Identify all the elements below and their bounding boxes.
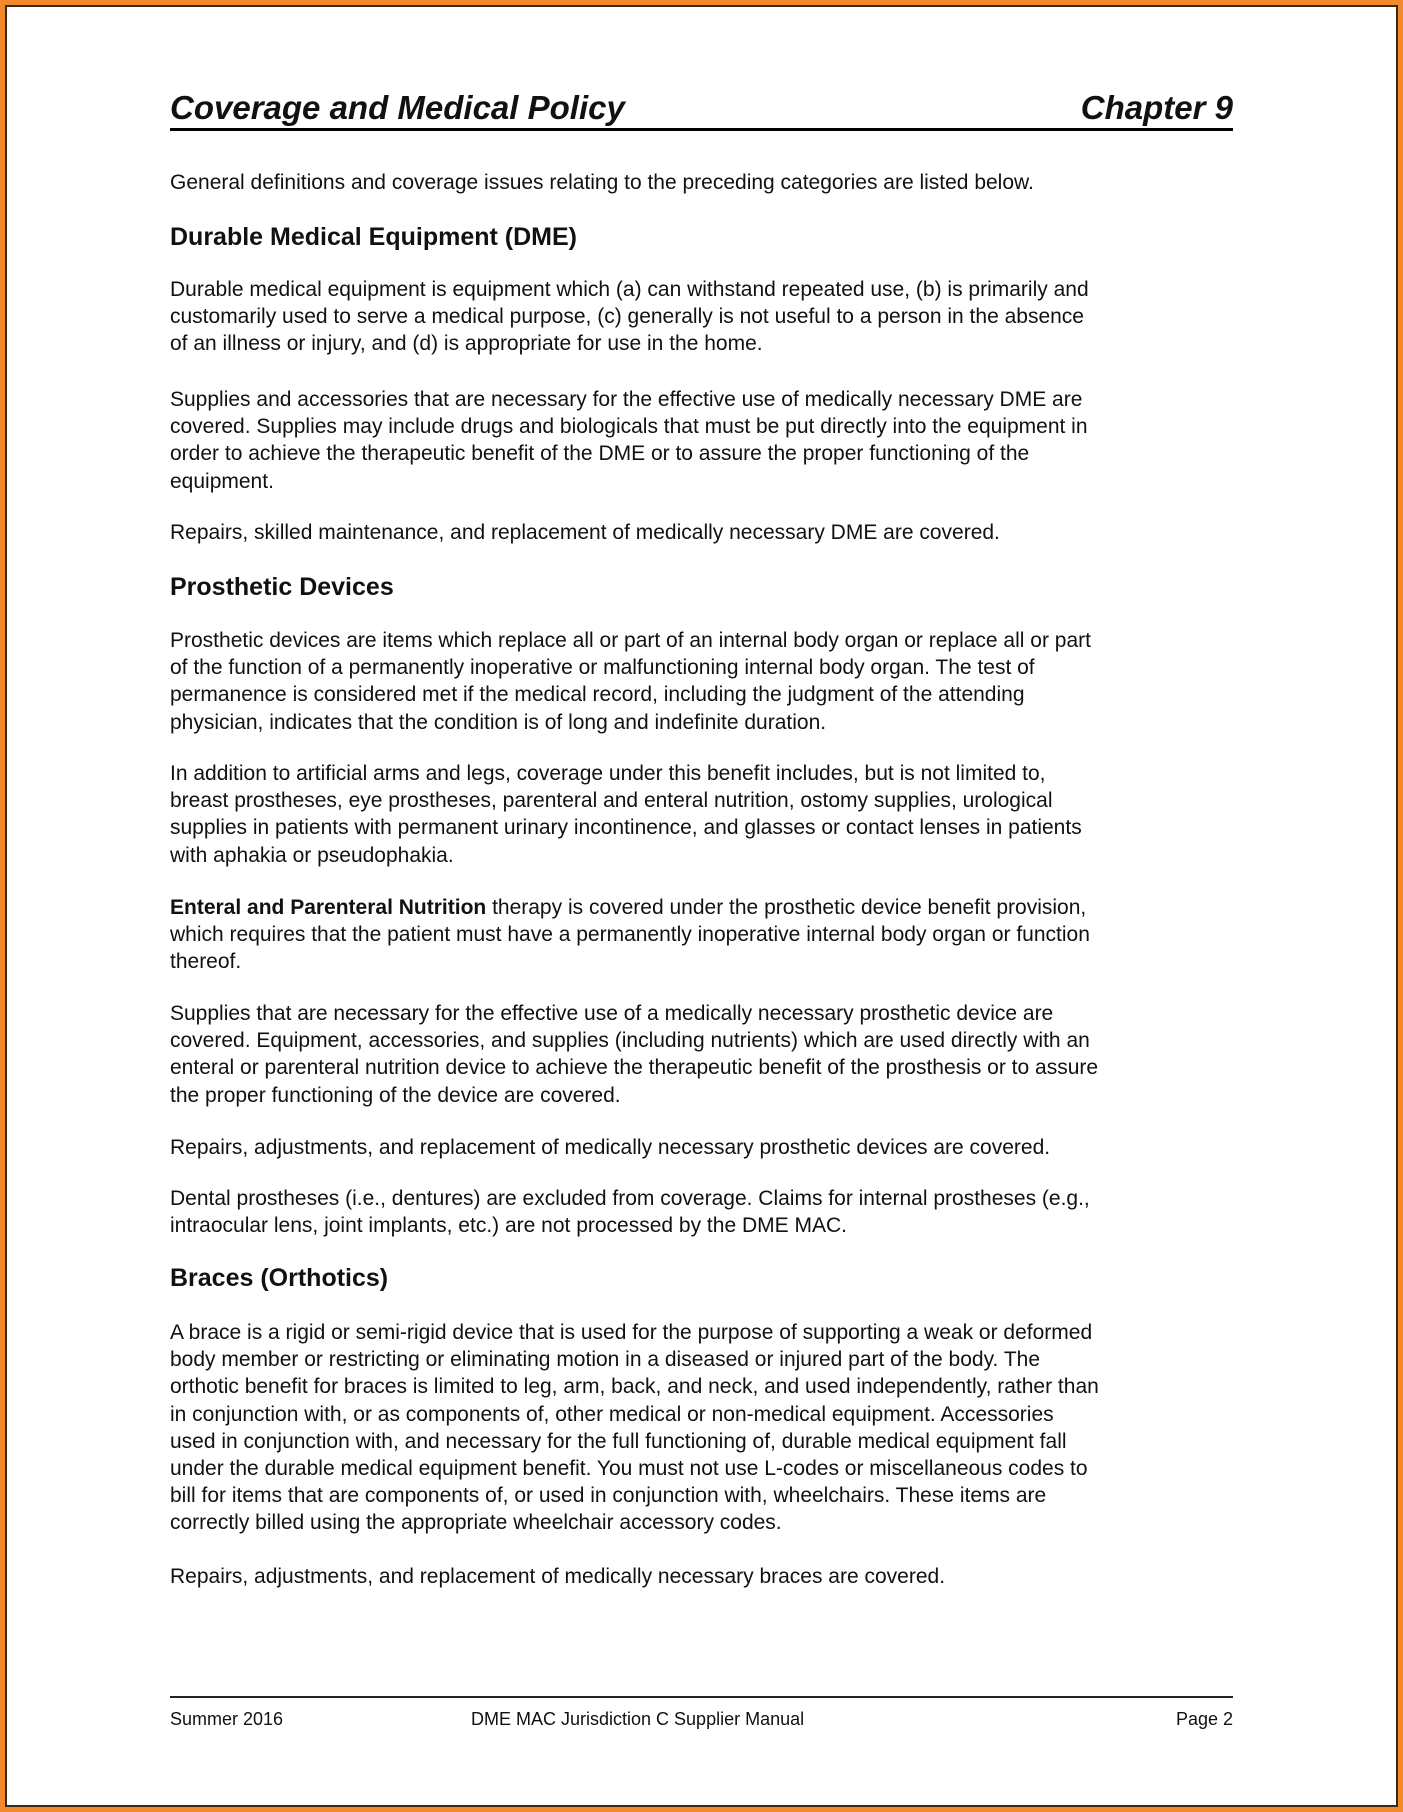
text-line: Repairs, skilled maintenance, and replacement of medically necessary DME are covered. [170, 521, 1000, 544]
text-line: intraocular lens, joint implants, etc.) are not processed by the DME MAC. [170, 1214, 847, 1238]
text-line: of the function of a permanently inoperative or malfunctioning internal body organ. The test of [170, 656, 1035, 680]
footer-page-number: Page 2 [1175, 1709, 1233, 1729]
footer-date: Summer 2016 [170, 1709, 284, 1729]
footer-manual-title: DME MAC Jurisdiction C Supplier Manual [471, 1709, 805, 1729]
text-line: orthotic benefit for braces is limited to leg, arm, back, and neck, and used independently, rather than [170, 1375, 1099, 1399]
intro-paragraph [170, 169, 1250, 196]
paragraph [170, 1563, 1250, 1590]
page-title: Coverage and Medical Policy [170, 89, 625, 126]
text-line: correctly billed using the appropriate wheelchair accessory codes. [170, 1511, 782, 1535]
text-line: Supplies that are necessary for the effective use of a medically necessary prosthetic device are [170, 1002, 1054, 1025]
text-line: General definitions and coverage issues relating to the preceding categories are listed below. [170, 171, 1034, 194]
text-line: covered. Supplies may include drugs and biologicals that must be put directly into the equipment in [170, 415, 1088, 439]
text-line: Repairs, adjustments, and replacement of medically necessary braces are covered. [170, 1565, 946, 1588]
paragraph [170, 1319, 1250, 1537]
text-line: In addition to artificial arms and legs, coverage under this benefit includes, but is not limited to, [170, 762, 1046, 785]
paragraph [170, 1185, 1250, 1239]
paragraph-nutrition [170, 894, 1250, 976]
paragraph [170, 1134, 1250, 1161]
text-line: Dental prostheses (i.e., dentures) are excluded from coverage. Claims for internal prostheses (e.g., [170, 1187, 1090, 1210]
paragraph [170, 627, 1250, 736]
text-line: enteral or parenteral nutrition device to achieve the therapeutic benefit of the prosthesis or to assure [170, 1056, 1099, 1080]
text-line: bill for items that are components of, or used in conjunction with, wheelchairs. These items are [170, 1484, 1047, 1508]
text-line: of an illness or injury, and (d) is appropriate for use in the home. [170, 332, 763, 356]
text-line: physician, indicates that the condition is of long and indefinite duration. [170, 710, 827, 734]
text-run: therapy is covered under the prosthetic device benefit provision, [486, 896, 1087, 919]
paragraph [170, 519, 1250, 546]
text-line: order to achieve the therapeutic benefit of the DME or to assure the proper functioning of the [170, 442, 1030, 466]
text-line: A brace is a rigid or semi-rigid device that is used for the purpose of supporting a weak or deformed [170, 1321, 1093, 1344]
text-line: Supplies and accessories that are necessary for the effective use of medically necessary DME are [170, 388, 1083, 411]
text-line: with aphakia or pseudophakia. [170, 843, 454, 867]
text-line: equipment. [170, 469, 274, 493]
paragraph [170, 276, 1250, 358]
text-line: customarily used to serve a medical purpose, (c) generally is not useful to a person in the absence [170, 305, 1084, 329]
text-line: covered. Equipment, accessories, and supplies (including nutrients) which are used directly with an [170, 1029, 1090, 1053]
text-line: Durable medical equipment is equipment which (a) can withstand repeated use, (b) is primarily and [170, 278, 1089, 301]
heading-braces: Braces (Orthotics) [170, 1264, 389, 1292]
footer-divider [170, 1696, 1233, 1698]
paragraph [170, 386, 1250, 495]
text-line: Repairs, adjustments, and replacement of medically necessary prosthetic devices are covered. [170, 1136, 1051, 1159]
paragraph [170, 1000, 1250, 1109]
text-line: breast prostheses, eye prostheses, parenteral and enteral nutrition, ostomy supplies, urological [170, 789, 1053, 813]
text-line: in conjunction with, or as components of, other medical or non-medical equipment. Accessories [170, 1402, 1054, 1426]
text-line: used in conjunction with, and necessary for the full functioning of, durable medical equipment fall [170, 1429, 1067, 1453]
heading-dme: Durable Medical Equipment (DME) [170, 223, 577, 251]
bold-lead-in: Enteral and Parenteral Nutrition [170, 896, 487, 919]
chapter-label: Chapter 9 [1080, 89, 1233, 126]
text-line: permanence is considered met if the medical record, including the judgment of the attending [170, 683, 1025, 707]
text-line: Prosthetic devices are items which replace all or part of an internal body organ or replace all or part [170, 629, 1091, 652]
heading-prosthetic: Prosthetic Devices [170, 573, 394, 601]
paragraph [170, 760, 1250, 869]
text-line: supplies in patients with permanent urinary incontinence, and glasses or contact lenses in patients [170, 816, 1082, 840]
text-line: which requires that the patient must have a permanently inoperative internal body organ or function [170, 923, 1090, 947]
page-header [170, 88, 1233, 131]
text-line: body member or restricting or eliminating motion in a diseased or injured part of the body. The [170, 1348, 1041, 1372]
text-line: thereof. [170, 950, 242, 974]
text-line: under the durable medical equipment benefit. You must not use L-codes or miscellaneous codes to [170, 1457, 1088, 1481]
text-line: the proper functioning of the device are covered. [170, 1083, 621, 1107]
text-line [170, 894, 1250, 921]
